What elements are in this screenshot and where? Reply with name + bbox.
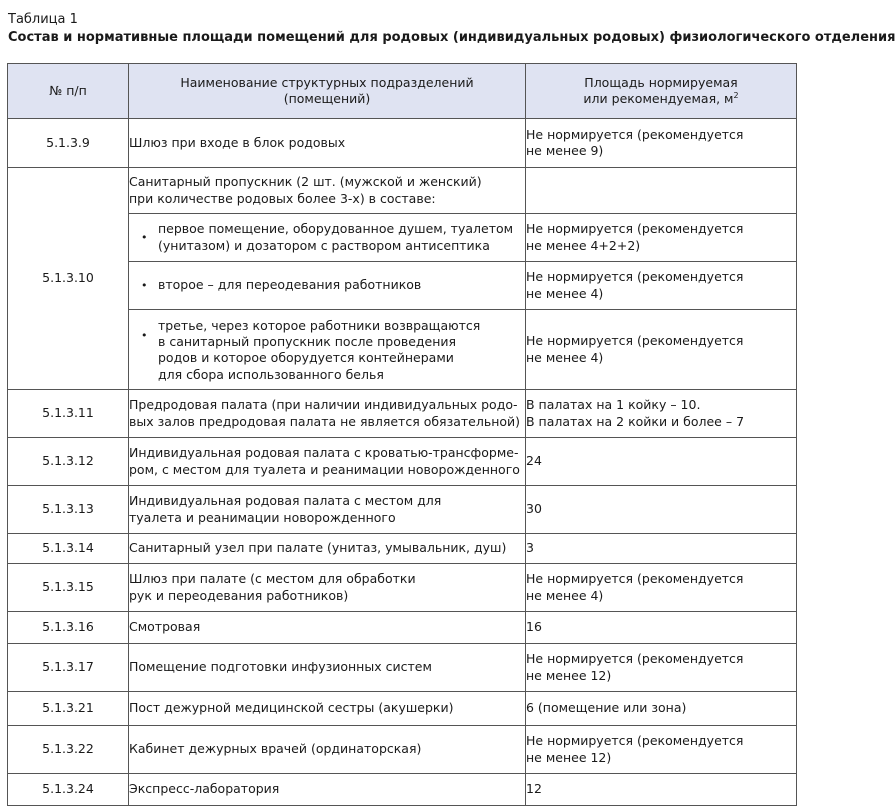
row-name: [129, 438, 526, 486]
row-area: [526, 644, 797, 692]
row-area: [526, 564, 797, 612]
row-area-line: 30: [526, 501, 542, 517]
row-area-line: 24: [526, 453, 542, 469]
row-name-line: туалета и реанимации новорожденного: [129, 509, 396, 525]
row-num: 5.1.3.11: [8, 390, 129, 438]
header-area-line2-wrap: [526, 91, 796, 107]
row-name: [129, 612, 526, 644]
row-name: [129, 390, 526, 438]
row-area-line: 3: [526, 540, 534, 556]
table-row: [8, 726, 797, 774]
row-name-line: Кабинет дежурных врачей (ординаторская): [129, 741, 422, 757]
table-row: [8, 644, 797, 692]
row-area: [526, 534, 797, 564]
row-area: [526, 390, 797, 438]
row-area-line: Не нормируется (рекомендуется: [526, 126, 744, 142]
sub-item-name: [129, 262, 526, 310]
table-row: [8, 774, 797, 806]
row-name: [129, 644, 526, 692]
sub-item-area: [526, 310, 797, 390]
table-row: [8, 534, 797, 564]
table-row: [8, 486, 797, 534]
row-name-line: Санитарный пропускник (2 шт. (мужской и женский): [129, 174, 482, 190]
sub-item-line: в санитарный пропускник после проведения: [158, 334, 457, 350]
row-area: [526, 486, 797, 534]
row-area: [526, 438, 797, 486]
row-area-line: не менее 4): [526, 587, 604, 603]
row-num: 5.1.3.24: [8, 774, 129, 806]
area-unit-superscript: 2: [733, 91, 739, 100]
row-area: [526, 119, 797, 168]
row-area-line: не менее 4): [526, 285, 604, 301]
row-area: [526, 692, 797, 726]
table-row: [8, 438, 797, 486]
row-area-line: В палатах на 2 койки и более – 7: [526, 413, 745, 429]
row-name-line: Пост дежурной медицинской сестры (акушерки): [129, 700, 454, 716]
header-area-line1: Площадь нормируемая: [584, 74, 738, 90]
row-area: [526, 774, 797, 806]
sub-item-name: [129, 310, 526, 390]
row-area-line: Не нормируется (рекомендуется: [526, 269, 744, 285]
row-name-line: при количестве родовых более 3-х) в составе:: [129, 190, 436, 206]
row-area-line: Не нормируется (рекомендуется: [526, 571, 744, 587]
row-area-line: Не нормируется (рекомендуется: [526, 333, 744, 349]
row-area-line: 12: [526, 781, 542, 797]
row-name: [129, 774, 526, 806]
row-area-line: Не нормируется (рекомендуется: [526, 651, 744, 667]
row-name-line: вых залов предродовая палата не является обязательной): [129, 413, 521, 429]
row-area: [526, 726, 797, 774]
row-area-line: не менее 4+2+2): [526, 237, 641, 253]
row-area-line: 16: [526, 619, 542, 635]
row-num: 5.1.3.16: [8, 612, 129, 644]
sub-item-line: (унитазом) и дозатором с раствором антисептика: [158, 237, 490, 253]
table-row: [8, 390, 797, 438]
row-area-line: не менее 12): [526, 749, 612, 765]
row-num: 5.1.3.21: [8, 692, 129, 726]
row-name: [129, 564, 526, 612]
table-row: [8, 119, 797, 168]
row-area-line: В палатах на 1 койку – 10.: [526, 397, 701, 413]
sub-item-line: первое помещение, оборудованное душем, туалетом: [158, 221, 514, 237]
row-name-line: Шлюз при палате (с местом для обработки: [129, 571, 416, 587]
row-area-line: Не нормируется (рекомендуется: [526, 733, 744, 749]
row-area-line: 6 (помещение или зона): [526, 700, 687, 716]
row-num: 5.1.3.9: [8, 119, 129, 168]
bullet-marker: •: [141, 230, 148, 244]
sub-item-name: [129, 214, 526, 262]
sub-item-area: [526, 214, 797, 262]
row-area-line: не менее 9): [526, 143, 604, 158]
row-num: 5.1.3.15: [8, 564, 129, 612]
row-num: 5.1.3.10: [8, 168, 129, 390]
header-area-line2: или рекомендуемая, м: [583, 91, 734, 106]
row-area-line: Не нормируется (рекомендуется: [526, 221, 744, 237]
sub-item-area: [526, 262, 797, 310]
table-row: [8, 168, 797, 214]
sub-item-line: второе – для переодевания работников: [158, 277, 422, 293]
row-num: 5.1.3.13: [8, 486, 129, 534]
row-name-line: Помещение подготовки инфузионных систем: [129, 659, 432, 675]
row-area-line: не менее 12): [526, 667, 612, 683]
header-num: № п/п: [8, 64, 129, 119]
row-name-line: Санитарный узел при палате (унитаз, умывальник, душ): [129, 540, 507, 556]
row-area-empty: [526, 168, 797, 214]
row-num: 5.1.3.22: [8, 726, 129, 774]
row-name: [129, 119, 526, 168]
row-name: [129, 534, 526, 564]
bullet-marker: •: [141, 278, 148, 292]
row-name-line: ром, с местом для туалета и реанимации новорожденного: [129, 461, 520, 477]
row-num: 5.1.3.14: [8, 534, 129, 564]
row-area-line: не менее 4): [526, 349, 604, 365]
row-name-line: Предродовая палата (при наличии индивидуальных родо-: [129, 397, 518, 413]
row-name-line: Экспресс-лаборатория: [129, 781, 280, 797]
table-row: [8, 692, 797, 726]
row-name-line: рук и переодевания работников): [129, 587, 349, 603]
table-row: [8, 612, 797, 644]
header-name-line2: (помещений): [283, 91, 371, 106]
row-name-line: Смотровая: [129, 619, 201, 635]
table-caption: Таблица 1: [8, 12, 78, 27]
row-name: [129, 692, 526, 726]
row-name-line: Индивидуальная родовая палата с местом для: [129, 493, 442, 509]
row-name: [129, 486, 526, 534]
sub-item-line: для сбора использованного белья: [158, 366, 384, 382]
row-num: 5.1.3.12: [8, 438, 129, 486]
table-header: [8, 64, 797, 119]
row-area: [526, 612, 797, 644]
table-title: Состав и нормативные площади помещений для родовых (индивидуальных родовых) физиологического отделения: [8, 30, 895, 45]
header-name: [129, 64, 526, 119]
bullet-marker: •: [141, 329, 148, 342]
row-name: [129, 726, 526, 774]
sub-item-line: третье, через которое работники возвращаются: [158, 318, 481, 333]
header-area: [526, 64, 797, 119]
row-num: 5.1.3.17: [8, 644, 129, 692]
row-name-line: Индивидуальная родовая палата с кроватью-трансформе-: [129, 445, 519, 461]
row-name: [129, 168, 526, 214]
norms-table: [7, 63, 797, 806]
sub-item-line: родов и которое оборудуется контейнерами: [158, 350, 454, 366]
row-name-line: Шлюз при входе в блок родовых: [129, 134, 346, 150]
table-row: [8, 564, 797, 612]
header-name-line1: Наименование структурных подразделений: [180, 74, 474, 90]
